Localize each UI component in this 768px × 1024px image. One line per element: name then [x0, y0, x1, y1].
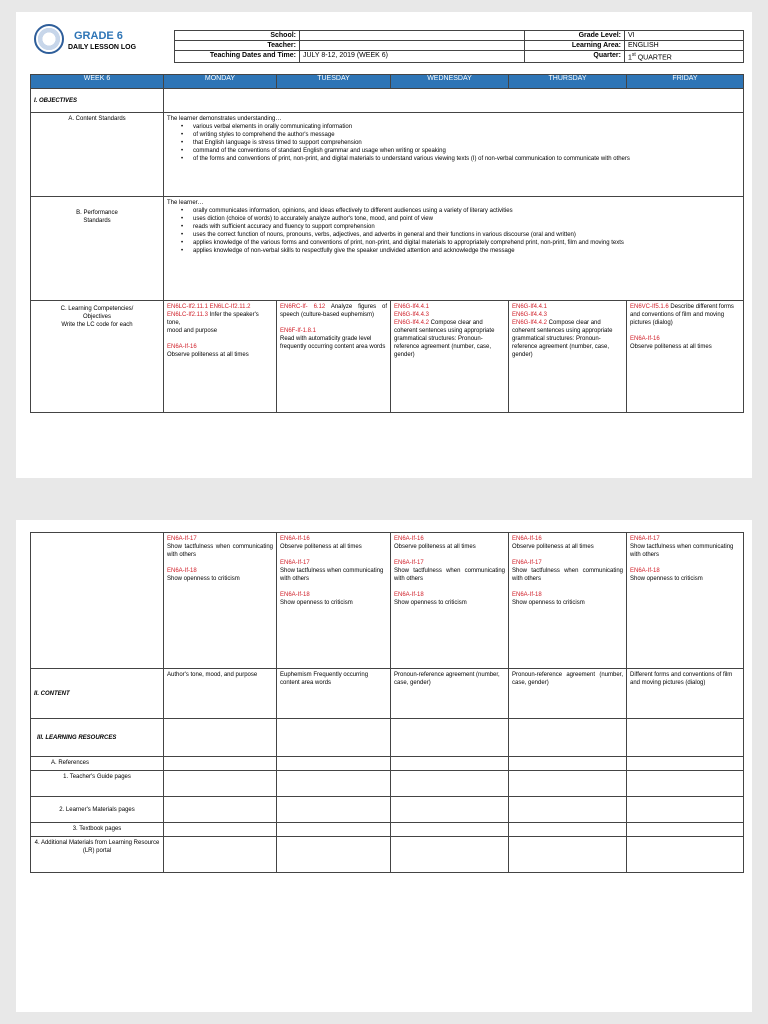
learning-competencies-label: C. Learning Competencies/ Objectives Write the LC code for each: [31, 301, 164, 413]
school-value[interactable]: [300, 31, 525, 41]
additional-materials-label: 4. Additional Materials from Learning Resource (LR) portal: [31, 837, 164, 873]
quarter-value[interactable]: 1st QUARTER: [625, 51, 744, 63]
grade-level-value[interactable]: VI: [625, 31, 744, 41]
column-header-row: [31, 75, 744, 89]
school-label: School:: [175, 31, 300, 41]
performance-standards-label: B. Performance Standards: [31, 197, 164, 301]
content-thursday: Pronoun-reference agreement (number, case, gender): [509, 669, 627, 719]
col-friday: FRIDAY: [627, 75, 744, 89]
col-monday: MONDAY: [164, 75, 277, 89]
values-friday: EN6A-If-17 Show tactfulness when communicating with others EN6A-If-18 Show openness to criticism: [627, 533, 744, 669]
quarter-label: Quarter:: [525, 51, 625, 63]
content-wednesday: Pronoun-reference agreement (number, case, gender): [391, 669, 509, 719]
dates-value[interactable]: JULY 8-12, 2019 (WEEK 6): [300, 51, 525, 63]
objectives-table: [30, 74, 744, 413]
page-2: [16, 520, 752, 1012]
content-tuesday: Euphemism Frequently occurring content area words: [277, 669, 391, 719]
col-wednesday: WEDNESDAY: [391, 75, 509, 89]
col-thursday: THURSDAY: [509, 75, 627, 89]
continuation-table: [30, 532, 744, 873]
col-tuesday: TUESDAY: [277, 75, 391, 89]
learning-resources-label: III. LEARNING RESOURCES: [31, 719, 164, 757]
values-monday: EN6A-If-17 Show tactfulness when communicating with others EN6A-If-18 Show openness to criticism: [164, 533, 277, 669]
content-standards-label: A. Content Standards: [31, 113, 164, 197]
content-friday: Different forms and conventions of film and moving pictures (dialog): [627, 669, 744, 719]
competency-thursday: EN6G-If4.4.1 EN6G-If4.4.3 EN6G-If4.4.2 Compose clear and coherent sentences using appropriate grammatical structures: Pronoun-reference agreement (number, case, gender): [509, 301, 627, 413]
learners-materials-label: 2. Learner's Materials pages: [31, 797, 164, 823]
page-1: [16, 12, 752, 478]
values-thursday: EN6A-If-16 Observe politeness at all times EN6A-If-17 Show tactfulness when communicating with others EN6A-If-18 Show openness to criticism: [509, 533, 627, 669]
deped-seal-icon: [34, 24, 64, 54]
dates-label: Teaching Dates and Time:: [175, 51, 300, 63]
references-label: A. References: [31, 757, 164, 771]
learning-area-label: Learning Area:: [525, 41, 625, 51]
values-wednesday: EN6A-If-16 Observe politeness at all times EN6A-If-17 Show tactfulness when communicating with others EN6A-If-18 Show openness to criticism: [391, 533, 509, 669]
grade-level-label: Grade Level:: [525, 31, 625, 41]
daily-lesson-log-title: DAILY LESSON LOG: [68, 44, 137, 51]
content-monday: Author's tone, mood, and purpose: [164, 669, 277, 719]
competency-tuesday: EN6RC-If- 6.12 Analyze figures of speech (culture-based euphemism) EN6F-If-1.8.1 Read with automaticity grade level frequently occurring content area words: [277, 301, 391, 413]
teacher-value[interactable]: [300, 41, 525, 51]
content-standards: The learner demonstrates understanding… • various verbal elements in orally communicating information • of writing styles to comprehend the author's message • that English language is stress timed to support comprehension • command of the conventions of standard English grammar and usage when writing or speaking • of the forms and conventions of print, non-print, and digital materials to understand various viewing texts (I) of non-verbal communication to communicate with others: [164, 113, 744, 197]
competency-friday: EN6VC-If5.1.6 Describe different forms and conventions of film and moving pictures (dialog) EN6A-If-16 Observe politeness at all times: [627, 301, 744, 413]
grade-title: GRADE 6: [74, 30, 123, 42]
objectives-label: I. OBJECTIVES: [31, 89, 164, 113]
values-tuesday: EN6A-If-16 Observe politeness at all times EN6A-If-17 Show tactfulness when communicating with others EN6A-If-18 Show openness to criticism: [277, 533, 391, 669]
performance-standards: The learner… • orally communicates information, opinions, and ideas effectively to different audiences using a variety of literary activities • uses diction (choice of words) to accurately analyze author's tone, mood, and point of view • reads with sufficient accuracy and fluency to support comprehension • uses the correct function of nouns, pronouns, verbs, adjectives, and adverbs in general and their functions in various discourse (oral and written) • applies knowledge of the various forms and conventions of print, non-print, and digital materials to appropriately comprehend print, non-print, film and moving texts • applies knowledge of non-verbal skills to respectfully give the speaker undivided attention and acknowledge the message: [164, 197, 744, 301]
teachers-guide-label: 1. Teacher's Guide pages: [31, 771, 164, 797]
content-section-label: II. CONTENT: [31, 669, 164, 719]
competency-wednesday: EN6G-If4.4.1 EN6G-If4.4.3 EN6G-If4.4.2 Compose clear and coherent sentences using appropriate grammatical structures: Pronoun-reference agreement (number, case, gender): [391, 301, 509, 413]
textbook-label: 3. Textbook pages: [31, 823, 164, 837]
competency-monday: EN6LC-If2.11.1 EN6LC-If2.11.2 EN6LC-If2.11.3 Infer the speaker's tone, mood and purpose EN6A-If-16 Observe politeness at all times: [164, 301, 277, 413]
teacher-label: Teacher:: [175, 41, 300, 51]
header-info-table: [174, 30, 744, 63]
learning-area-value[interactable]: ENGLISH: [625, 41, 744, 51]
col-week: WEEK 6: [31, 75, 164, 89]
